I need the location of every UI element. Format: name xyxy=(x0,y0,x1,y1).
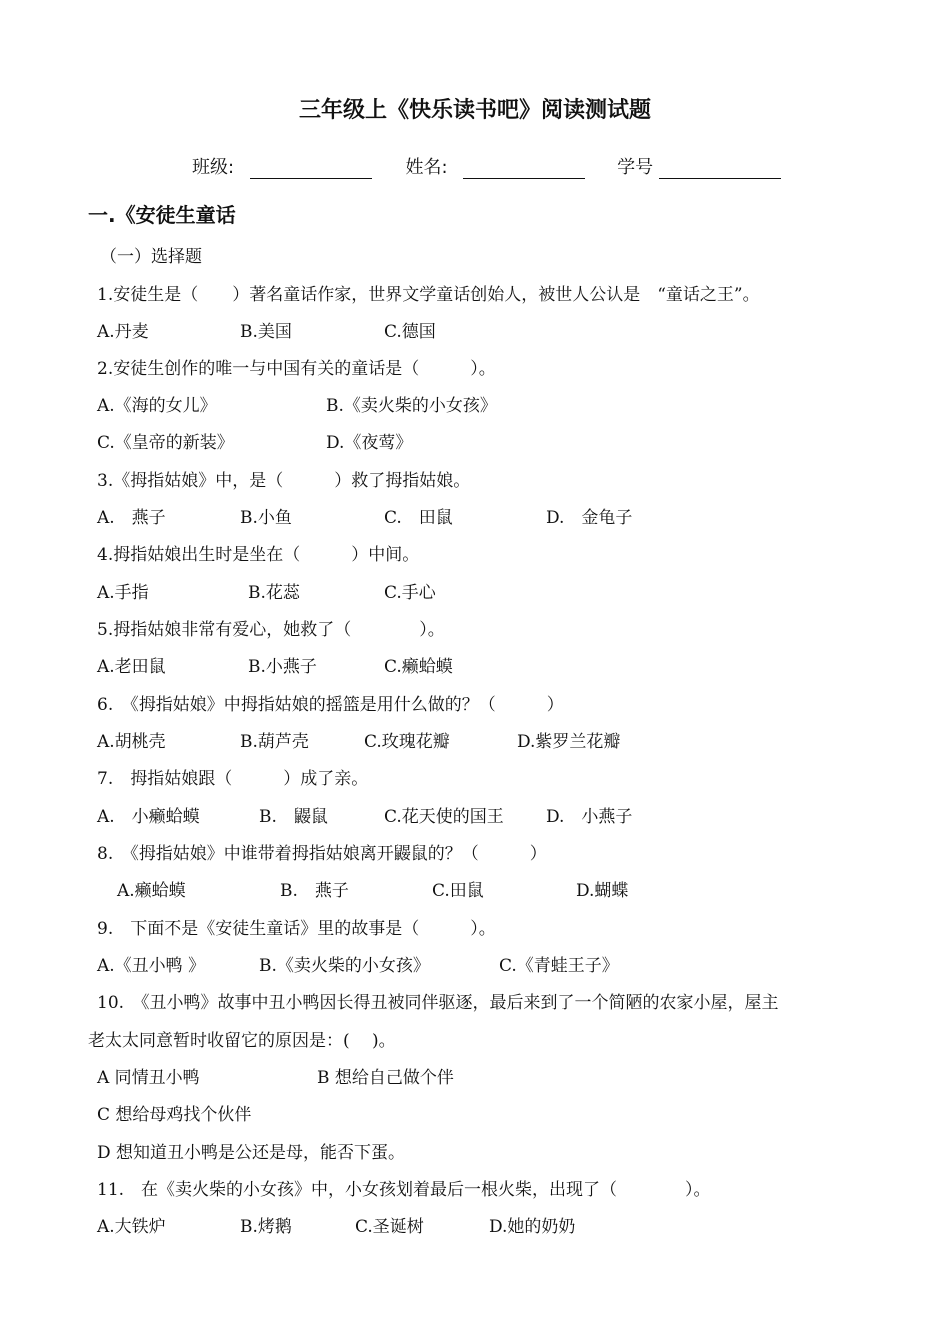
q8-option-a: A.癞蛤蟆 xyxy=(117,881,186,901)
q5-option-b: B.小燕子 xyxy=(248,657,317,677)
q7-option-b: B. 鼹鼠 xyxy=(259,807,328,827)
q9-option-a: A.《丑小鸭 》 xyxy=(97,956,206,976)
q8-option-c: C.田鼠 xyxy=(432,881,484,901)
q10-option-c: C 想给母鸡找个伙伴 xyxy=(97,1105,252,1125)
q7-option-d: D. 小燕子 xyxy=(546,807,633,827)
q9-option-c: C.《青蛙王子》 xyxy=(499,956,619,976)
question-4: 4.拇指姑娘出生时是坐在（ ）中间。 xyxy=(97,545,420,565)
q8-option-d: D.蝴蝶 xyxy=(576,881,629,901)
question-6: 6. 《拇指姑娘》中拇指姑娘的摇篮是用什么做的？（ ） xyxy=(97,695,564,715)
question-9: 9. 下面不是《安徒生童话》里的故事是（ ）。 xyxy=(97,919,496,939)
q1-option-c: C.德国 xyxy=(384,322,436,342)
class-blank[interactable] xyxy=(250,160,372,179)
q3-option-c: C. 田鼠 xyxy=(384,508,453,528)
q6-option-a: A.胡桃壳 xyxy=(97,732,166,752)
question-8: 8. 《拇指姑娘》中谁带着拇指姑娘离开鼹鼠的？（ ） xyxy=(97,844,547,864)
student-info-row xyxy=(192,153,781,179)
q3-option-b: B.小鱼 xyxy=(240,508,292,528)
q10-option-d: D 想知道丑小鸭是公还是母，能否下蛋。 xyxy=(97,1143,406,1163)
q3-option-a: A. 燕子 xyxy=(97,508,166,528)
name-blank[interactable] xyxy=(463,160,585,179)
q11-option-a: A.大铁炉 xyxy=(97,1217,166,1237)
q4-option-c: C.手心 xyxy=(384,583,436,603)
q9-option-b: B.《卖火柴的小女孩》 xyxy=(259,956,430,976)
question-11: 11. 在《卖火柴的小女孩》中，小女孩划着最后一根火柴，出现了（ ）。 xyxy=(97,1180,711,1200)
q6-option-d: D.紫罗兰花瓣 xyxy=(517,732,621,752)
q6-option-b: B.葫芦壳 xyxy=(240,732,309,752)
q2-option-b: B.《卖火柴的小女孩》 xyxy=(326,396,497,416)
q6-option-c: C.玫瑰花瓣 xyxy=(364,732,450,752)
section-heading: 一.《安徒生童话 xyxy=(88,203,236,227)
q2-option-a: A.《海的女儿》 xyxy=(97,396,217,416)
q4-option-b: B.花蕊 xyxy=(248,583,300,603)
q5-option-c: C.癞蛤蟆 xyxy=(384,657,453,677)
q11-option-d: D.她的奶奶 xyxy=(489,1217,576,1237)
q10-option-b: B 想给自己做个伴 xyxy=(317,1068,454,1088)
question-7: 7. 拇指姑娘跟（ ）成了亲。 xyxy=(97,769,369,789)
class-label: 班级: xyxy=(192,157,235,178)
q1-option-a: A.丹麦 xyxy=(97,322,149,342)
question-5: 5.拇指姑娘非常有爱心，她救了（ ）。 xyxy=(97,620,445,640)
question-3: 3.《拇指姑娘》中，是（ ）救了拇指姑娘。 xyxy=(97,471,471,491)
q3-option-d: D. 金龟子 xyxy=(546,508,633,528)
question-2: 2.安徒生创作的唯一与中国有关的童话是（ ）。 xyxy=(97,359,496,379)
q7-option-c: C.花天使的国王 xyxy=(384,807,504,827)
q10-option-a: A 同情丑小鸭 xyxy=(97,1068,200,1088)
question-10-line-1: 10. 《丑小鸭》故事中丑小鸭因长得丑被同伴驱逐，最后来到了一个简陋的农家小屋，屋主 xyxy=(97,993,779,1013)
q8-option-b: B. 燕子 xyxy=(280,881,349,901)
id-blank[interactable] xyxy=(659,160,781,179)
page-title: 三年级上《快乐读书吧》阅读测试题 xyxy=(298,98,651,123)
q5-option-a: A.老田鼠 xyxy=(97,657,166,677)
q4-option-a: A.手指 xyxy=(97,583,149,603)
q2-option-c: C.《皇帝的新装》 xyxy=(97,433,234,453)
name-label: 姓名: xyxy=(405,157,448,178)
q7-option-a: A. 小癞蛤蟆 xyxy=(97,807,200,827)
q11-option-b: B.烤鹅 xyxy=(240,1217,292,1237)
subsection-heading: （一）选择题 xyxy=(100,247,202,267)
question-1: 1.安徒生是（ ）著名童话作家，世界文学童话创始人，被世人公认是 “童话之王”。 xyxy=(97,285,760,305)
id-label: 学号 xyxy=(617,157,654,178)
q2-option-d: D.《夜莺》 xyxy=(326,433,413,453)
q11-option-c: C.圣诞树 xyxy=(355,1217,424,1237)
q1-option-b: B.美国 xyxy=(240,322,292,342)
question-10-line-2: 老太太同意暂时收留它的原因是：( )。 xyxy=(88,1031,396,1051)
